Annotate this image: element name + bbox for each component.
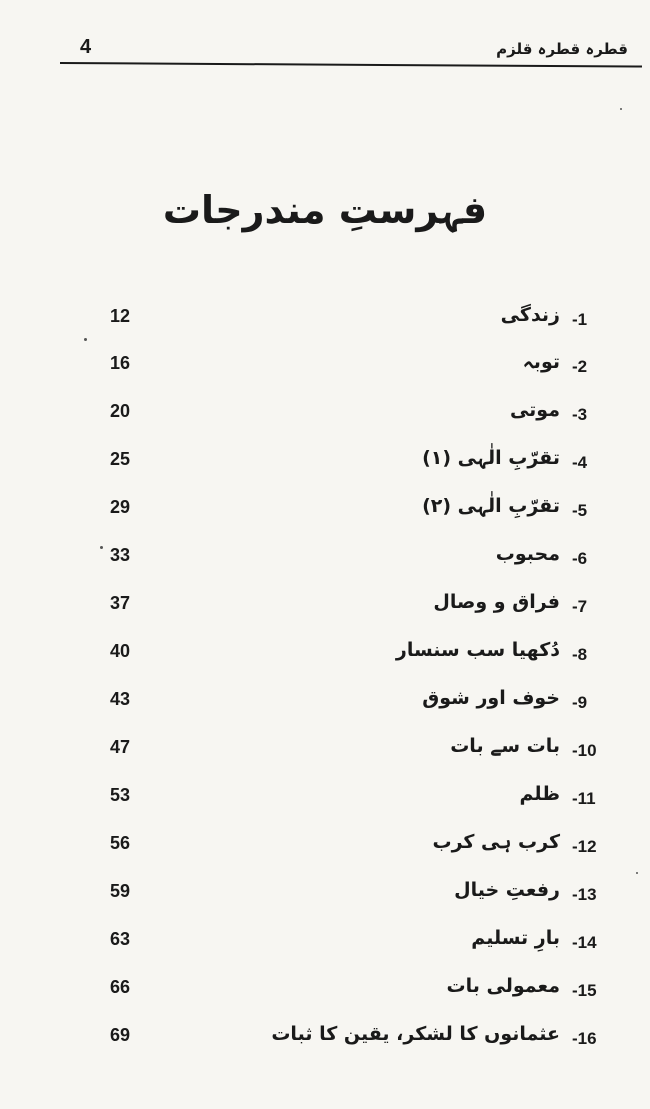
toc-entry <box>0 641 650 681</box>
toc-entry-title: دُکھیا سب سنسار <box>395 639 560 661</box>
toc-entry <box>0 593 650 633</box>
toc-entry-page: 53 <box>110 785 131 805</box>
toc-entry-title: محبوب <box>495 543 560 565</box>
toc-entry-page: 37 <box>110 593 131 613</box>
toc-entry-page: 47 <box>110 737 131 757</box>
toc-entry-page: 29 <box>110 497 131 517</box>
toc-entry-page: 69 <box>110 1025 131 1045</box>
toc-entry-number: -5 <box>572 501 588 520</box>
toc-entry-number: -13 <box>572 885 597 904</box>
toc-entry-number: -14 <box>572 933 597 952</box>
toc-entry-title: خوف اور شوق <box>422 687 560 709</box>
toc-entry-number: -4 <box>572 453 588 472</box>
toc-entry-number: -16 <box>572 1029 597 1048</box>
toc-entry <box>0 689 650 729</box>
toc-entry <box>0 833 650 873</box>
toc-entry-title: زندگی <box>500 304 560 326</box>
toc-entry-page: 43 <box>110 689 131 709</box>
toc-entry <box>0 353 650 393</box>
toc-entry-page: 16 <box>110 353 131 373</box>
toc-entry <box>0 881 650 921</box>
toc-entry-title: فراق و وصال <box>433 591 560 613</box>
toc-entry <box>0 977 650 1017</box>
toc-entry <box>0 545 650 585</box>
scan-speck <box>620 108 622 110</box>
toc-entry-title: عثمانوں کا لشکر، یقین کا ثبات <box>271 1023 560 1045</box>
toc-entry <box>0 737 650 777</box>
toc-entry-title: موتی <box>509 399 560 421</box>
toc-entry-number: -11 <box>572 789 596 808</box>
toc-entry-title: توبہ <box>522 351 560 373</box>
toc-entry-number: -3 <box>572 405 588 424</box>
toc-entry-title: تقرّبِ الٰہی (۲) <box>422 495 560 517</box>
toc-entry-number: -6 <box>572 549 588 568</box>
toc-entry <box>0 1025 650 1065</box>
toc-entry-title: بارِ تسلیم <box>471 927 560 949</box>
toc-entry-title: معمولی بات <box>446 975 560 997</box>
toc-entry-title: رفعتِ خیال <box>454 879 560 901</box>
toc-entry-number: -15 <box>572 981 597 1000</box>
toc-entry-title: تقرّبِ الٰہی (۱) <box>422 447 560 469</box>
toc-entry-number: -8 <box>572 645 588 664</box>
toc-entry-number: -9 <box>572 693 588 712</box>
toc-entry-number: -7 <box>572 597 588 616</box>
toc-entry <box>0 449 650 489</box>
toc-entry-title: ظلم <box>519 783 560 805</box>
toc-entry-page: 12 <box>110 306 131 326</box>
page-number: 4 <box>80 36 92 58</box>
toc-title: فہرستِ مندرجات <box>162 188 488 232</box>
toc-entry-title: بات سے بات <box>450 735 560 757</box>
toc-entry-page: 33 <box>110 545 131 565</box>
toc-entry-page: 63 <box>110 929 131 949</box>
toc-entry <box>0 785 650 825</box>
toc-entry-title: کرب ہی کرب <box>432 831 560 853</box>
scan-speck <box>636 872 638 874</box>
running-title: قطرہ قطرہ قلزم <box>496 40 628 58</box>
toc-entry-page: 25 <box>110 449 131 469</box>
toc-entry-page: 40 <box>110 641 131 661</box>
header-rule <box>60 62 642 68</box>
toc-entry-number: -2 <box>572 357 588 376</box>
toc-entry-page: 20 <box>110 401 131 421</box>
toc-entry-number: -1 <box>572 310 588 329</box>
toc-entry-page: 59 <box>110 881 131 901</box>
toc-entry-number: -10 <box>572 741 597 760</box>
toc-entry-number: -12 <box>572 837 597 856</box>
toc-entry <box>0 401 650 441</box>
scan-speck <box>84 338 87 341</box>
toc-entry <box>0 929 650 969</box>
toc-entry <box>0 306 650 346</box>
scan-speck <box>100 546 103 549</box>
toc-entry-page: 66 <box>110 977 131 997</box>
toc-entry-page: 56 <box>110 833 131 853</box>
toc-entry <box>0 497 650 537</box>
